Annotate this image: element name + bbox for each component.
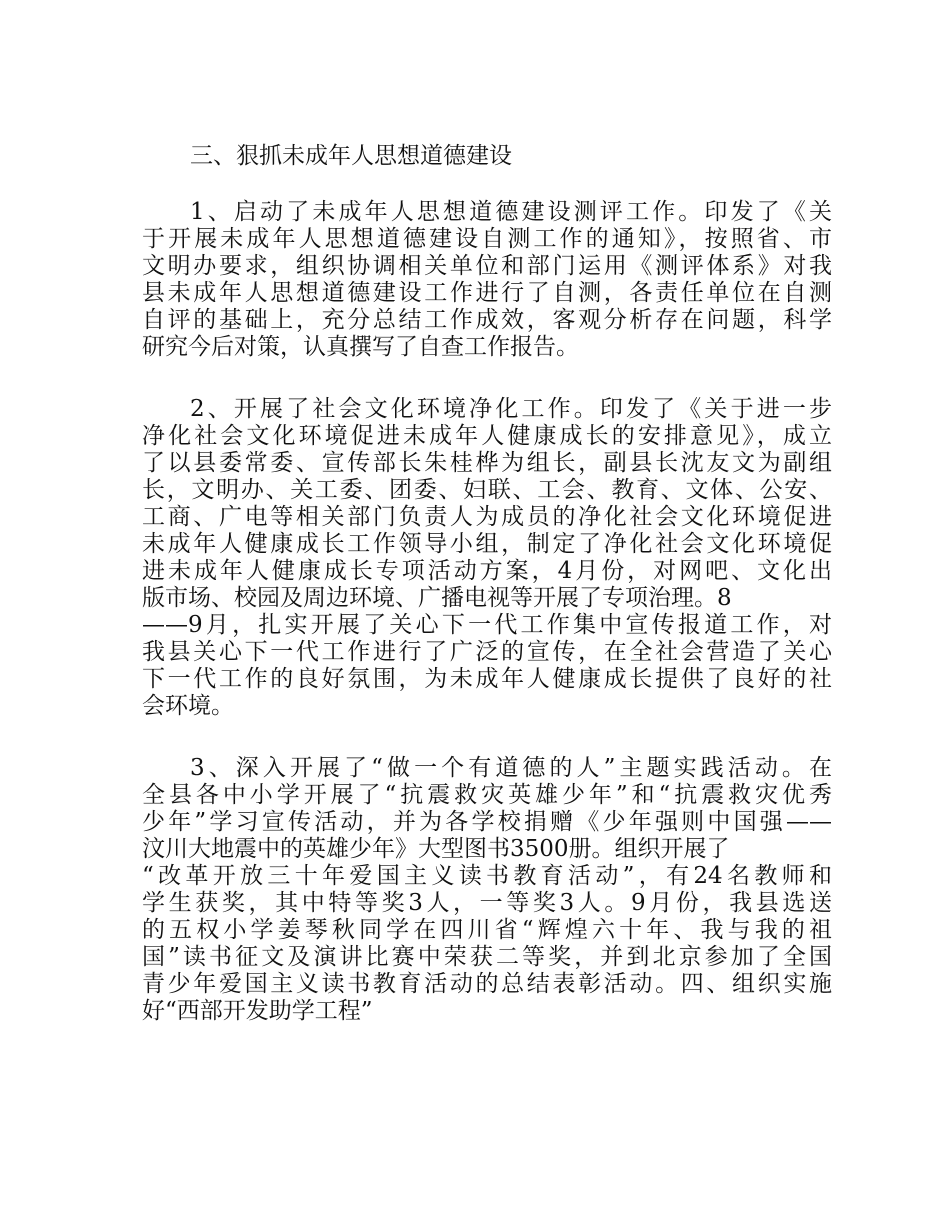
paragraph-line: 青少年爱国主义读书教育活动的总结表彰活动。四、组织实施 (142, 971, 832, 997)
paragraph-line: 进未成年人健康成长专项活动方案，4月份，对网吧、文化出 (142, 558, 832, 584)
paragraph-line: 的五权小学姜琴秋同学在四川省“辉煌六十年、我与我的祖 (142, 917, 832, 943)
paragraph-line: ——9月，扎实开展了关心下一代工作集中宣传报道工作，对 (142, 612, 832, 638)
paragraph-line: 文明办要求，组织协调相关单位和部门运用《测评体系》对我 (142, 253, 832, 279)
paragraph-line: 学生获奖，其中特等奖3人，一等奖3人。9月份，我县选送 (142, 890, 832, 916)
paragraph-3 (142, 755, 832, 1025)
paragraph-line: 2、开展了社会文化环境净化工作。印发了《关于进一步 (190, 396, 832, 422)
paragraph-line: 下一代工作的良好氛围，为未成年人健康成长提供了良好的社 (142, 666, 832, 692)
paragraph-line: 长，文明办、关工委、团委、妇联、工会、教育、文体、公安、 (142, 477, 832, 503)
paragraph-line: 我县关心下一代工作进行了广泛的宣传，在全社会营造了关心 (142, 639, 832, 665)
paragraph-line: 于开展未成年人思想道德建设自测工作的通知》，按照省、市 (142, 226, 832, 252)
paragraph-line: 会环境。 (142, 693, 234, 719)
paragraph-line: 研究今后对策，认真撰写了自查工作报告。 (142, 334, 579, 360)
paragraph-line: 自评的基础上，充分总结工作成效，客观分析存在问题，科学 (142, 307, 832, 333)
paragraph-line: 1、启动了未成年人思想道德建设测评工作。印发了《关 (190, 199, 832, 225)
paragraph-line: 全县各中小学开展了“抗震救灾英雄少年”和“抗震救灾优秀 (142, 782, 832, 808)
paragraph-line: 汶川大地震中的英雄少年》大型图书3500册。组织开展了 (142, 836, 730, 862)
paragraph-line: “改革开放三十年爱国主义读书教育活动”，有24名教师和 (142, 863, 832, 889)
paragraph-line: 净化社会文化环境促进未成年人健康成长的安排意见》，成立 (142, 423, 832, 449)
paragraph-line: 国”读书征文及演讲比赛中荣获二等奖，并到北京参加了全国 (142, 944, 832, 970)
paragraph-line: 未成年人健康成长工作领导小组，制定了净化社会文化环境促 (142, 531, 832, 557)
paragraph-line: 好“西部开发助学工程” (142, 998, 373, 1024)
paragraph-1 (142, 199, 832, 361)
paragraph-line: 了以县委常委、宣传部长朱桂桦为组长，副县长沈友文为副组 (142, 450, 832, 476)
paragraph-line: 县未成年人思想道德建设工作进行了自测，各责任单位在自测 (142, 280, 832, 306)
section-heading: 三、狠抓未成年人思想道德建设 (190, 143, 512, 169)
paragraph-line: 版市场、校园及周边环境、广播电视等开展了专项治理。8 (142, 585, 732, 611)
paragraph-line: 工商、广电等相关部门负责人为成员的净化社会文化环境促进 (142, 504, 832, 530)
paragraph-line: 少年”学习宣传活动，并为各学校捐赠《少年强则中国强—— (142, 809, 832, 835)
paragraph-2 (142, 396, 832, 720)
paragraph-line: 3、深入开展了“做一个有道德的人”主题实践活动。在 (190, 755, 832, 781)
document-page (142, 142, 832, 1060)
